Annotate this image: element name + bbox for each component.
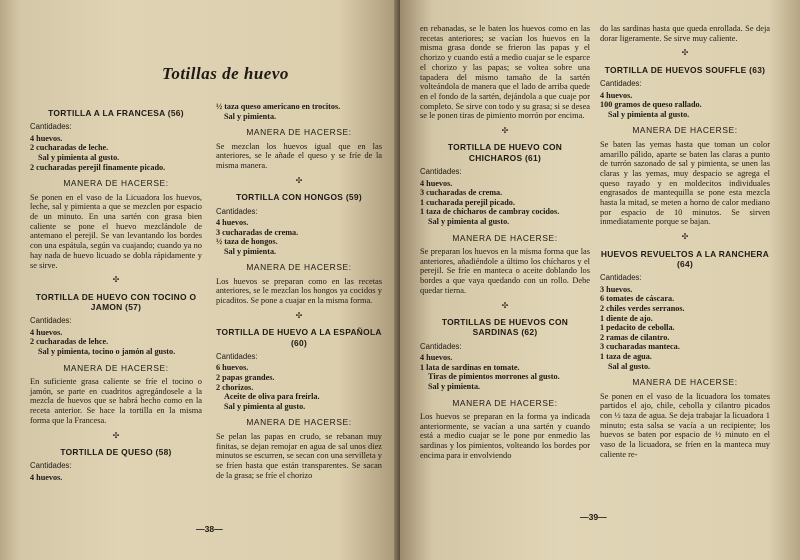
ingredient: 6 tomates de cáscara.	[600, 294, 675, 304]
ingredient: 3 cucharadas de crema.	[420, 188, 503, 198]
quantities-label: Cantidades:	[600, 79, 642, 89]
method-label: MANERA DE HACERSE:	[63, 362, 169, 373]
method-text: Se mezclan los huevos igual que en las anteriores, se le añade el queso y se fríe de la misma manera.	[216, 141, 382, 170]
method-label: MANERA DE HACERSE:	[246, 417, 352, 428]
recipe-title: TORTILLA A LA FRANCESA (56)	[48, 108, 184, 118]
quantities-label: Cantidades:	[420, 341, 462, 351]
quantities-label: Cantidades:	[30, 316, 72, 326]
ingredient: Sal y pimienta al gusto.	[608, 109, 690, 119]
recipe-title: TORTILLAS DE HUEVOS CON SARDINAS (62)	[441, 316, 569, 338]
ingredient: 4 huevos.	[30, 472, 63, 482]
ingredient: Sal y pimienta al gusto.	[428, 217, 510, 227]
ornament-icon: ✣	[295, 175, 303, 185]
method-label: MANERA DE HACERSE:	[246, 262, 352, 273]
method-text: Los huevos se preparan como en las recetas anteriores, se le mezclan los hongos ya cocidos y picaditos. Se pone a cuajar en la misma forma.	[216, 276, 382, 306]
ingredient: 2 cucharadas de lehce.	[30, 337, 109, 347]
page-number: —39—	[580, 512, 607, 522]
method-label: MANERA DE HACERSE:	[246, 127, 352, 138]
ingredient: 3 cucharadas manteca.	[600, 342, 680, 352]
ingredient: 1 pedacito de cebolla.	[600, 323, 675, 333]
ingredient: Sal al gusto.	[608, 361, 651, 371]
ingredient: 4 huevos.	[420, 353, 453, 363]
ingredient: 2 ramas de cilantro.	[600, 332, 670, 342]
recipe-title: TORTILLA DE HUEVO CON TOCINO O JAMON (57)	[35, 291, 197, 313]
ornament-icon: ✣	[112, 275, 120, 285]
ingredient: 1 lata de sardinas en tomate.	[420, 362, 520, 372]
method-label: MANERA DE HACERSE:	[452, 232, 558, 243]
ingredient: 2 chorizos.	[216, 382, 254, 392]
recipe-title: TORTILLA CON HONGOS (59)	[236, 192, 362, 203]
ingredient: ½ taza queso americano en trocitos.	[216, 102, 341, 111]
method-label: MANERA DE HACERSE:	[632, 125, 738, 136]
ornament-icon: ✣	[295, 310, 303, 320]
ingredient: ½ taza de hongos.	[216, 237, 278, 247]
ingredient: 1 cucharada perejil picado.	[420, 197, 515, 207]
chapter-title: Totillas de huevo	[162, 64, 289, 83]
ingredient: 2 cucharadas perejil finamente picado.	[30, 162, 166, 172]
method-text: Los huevos se preparan en la forma ya indicada anteriormente, se vacían a una sartén y cuando está a medio cuajar se le pone por enmedio las sardinas y los pimientos, volteando los bordes por encima para ir envolviendo	[420, 411, 590, 460]
quantities-label: Cantidades:	[216, 206, 258, 216]
ingredient: 1 taza de chícharos de cambray cocidos.	[420, 207, 560, 217]
method-text: en rebanadas, se le baten los huevos como en las recetas anteriores; se vacían los huevos en la misma grasa donde se frieron las papas y el chorizo y cuando está a medio cuajar se le esparce el chorizo y las papas; se voltea sobre una tapadera del mismo tamaño de la sartén volteándola de manera que el lado de arriba quede en el fondo de la sartén, dejándola a que cuaje por completo. Se sirve con todo y su grasa; si se desea se le ponen tiras de pimiento morrón por encima.	[420, 24, 590, 121]
ingredient: 4 huevos.	[420, 178, 453, 188]
method-text: Se pelan las papas en crudo, se rebanan muy finitas, se dejan remojar en agua de sal unos diez minutos se escurren, se secan con una servilleta y se fríen hasta que están transparentes. Se sacan de la grasa; se fríe el chorizo	[216, 431, 382, 480]
recipe-title: TORTILLA DE HUEVOS SOUFFLE (63)	[604, 64, 766, 75]
ingredient: 4 huevos.	[600, 90, 633, 100]
ingredient: Sal y pimienta.	[428, 381, 481, 391]
left-column-1	[30, 102, 202, 482]
recipe-title: HUEVOS REVUELTOS A LA RANCHERA (64)	[600, 248, 770, 269]
ingredient: 2 papas grandes.	[216, 373, 275, 383]
method-label: MANERA DE HACERSE:	[452, 397, 558, 408]
page-number: —38—	[196, 524, 223, 534]
ingredient: 2 cucharadas de leche.	[30, 143, 109, 153]
method-text: do las sardinas hasta que queda enrollada. Se deja dorar ligeramente. Se sirve muy caliente.	[600, 24, 770, 43]
method-label: MANERA DE HACERSE:	[63, 178, 169, 189]
quantities-label: Cantidades:	[216, 352, 258, 362]
recipe-title: TORTILLA DE HUEVO CON CHICHAROS (61)	[447, 142, 563, 163]
ingredient: 4 huevos.	[216, 217, 249, 227]
ingredient: 3 huevos.	[600, 284, 633, 294]
ingredient: Sal y pimienta al gusto.	[38, 153, 120, 162]
method-label: MANERA DE HACERSE:	[632, 377, 738, 388]
ingredient: Tiras de pimientos morrones al gusto.	[428, 372, 560, 382]
method-text: Se preparan los huevos en la misma forma que las anteriores, añadiéndole a último los chícharos y el perejil. Se fríe en manteca o aceite doblando los bordes a que vaya quedando con un rollo. Debe quedar tierna.	[420, 247, 590, 295]
ingredient: Sal y pimienta al gusto.	[224, 401, 306, 411]
ingredient: 6 huevos.	[216, 363, 249, 373]
ingredient: 100 gramos de queso rallado.	[600, 100, 702, 110]
ornament-icon: ✣	[681, 48, 689, 58]
right-page	[400, 0, 800, 560]
method-text: Se baten las yemas hasta que toman un color amarillo pálido, aparte se baten las claras a punto de turrón sazonado de sal y pimienta, se unen las claras y las yemas, muy despacio se agrega el queso rayado y en moldecitos individuales engrasados de mantequilla se pone esta mezcla hasta la mitad, se meten a horno de calor mediano por espacio de 10 minutos. Se sirven inmediatamente porque se bajan.	[600, 139, 770, 227]
right-column-2	[600, 24, 770, 459]
ornament-icon: ✣	[681, 232, 689, 242]
ornament-icon: ✣	[501, 300, 509, 310]
ingredient: 4 huevos.	[30, 327, 63, 337]
left-column-2	[216, 102, 382, 480]
method-text: Se ponen en el vaso de la Licuadora los huevos, leche, sal y pimienta a que se mezclen por espacio de un minuto. En una sartén con grasa bien caliente se pone el huevo mezclándole de antemano el perejil. Se van levantando los bordes con una espátula, según va cuajando; cuando ya no hay nada de huevo licuado se dobla rápidamente y se sirve.	[30, 192, 202, 270]
ingredient: 1 taza de agua.	[600, 351, 652, 361]
ingredient: 2 chiles verdes serranos.	[600, 303, 685, 313]
ingredient: 1 diente de ajo.	[600, 313, 653, 323]
ornament-icon: ✣	[501, 126, 509, 136]
ingredient: Sal y pimienta.	[224, 111, 277, 121]
left-page	[0, 0, 398, 560]
recipe-title: TORTILLA DE HUEVO A LA ESPAÑOLA (60)	[216, 327, 382, 348]
method-text: En suficiente grasa caliente se fríe el tocino o jamón, se parte en cuadritos agregándosele a la mezcla de huevos que se habrá hecho como en la receta anterior. Se hace la tortilla en la misma forma que la Francesa.	[30, 377, 202, 425]
ingredient: 4 huevos.	[30, 133, 63, 143]
recipe-title: TORTILLA DE QUESO (58)	[60, 446, 172, 457]
quantities-label: Cantidades:	[420, 167, 462, 177]
ornament-icon: ✣	[112, 430, 120, 440]
ingredient: Sal y pimienta, tocino o jamón al gusto.	[38, 347, 176, 357]
right-column-1	[420, 24, 590, 460]
ingredient: Sal y pimienta.	[224, 246, 277, 256]
ingredient: Aceite de oliva para freírla.	[224, 392, 320, 402]
ingredient: 3 cucharadas de crema.	[216, 227, 299, 237]
quantities-label: Cantidades:	[30, 461, 72, 471]
method-text: Se ponen en el vaso de la licuadora los tomates partidos el ajo, chile, cebolla y cilantro picados con ½ taza de agua. Se deja trabajar la licuadora 1 minuto; esta salsa se vacía a un recipiente; los huevos se baten por espacio de ½ minuto en el vaso de la licuadora, se fríen en la manteca muy caliente re-	[600, 391, 770, 459]
quantities-label: Cantidades:	[30, 122, 72, 132]
quantities-label: Cantidades:	[600, 273, 642, 283]
